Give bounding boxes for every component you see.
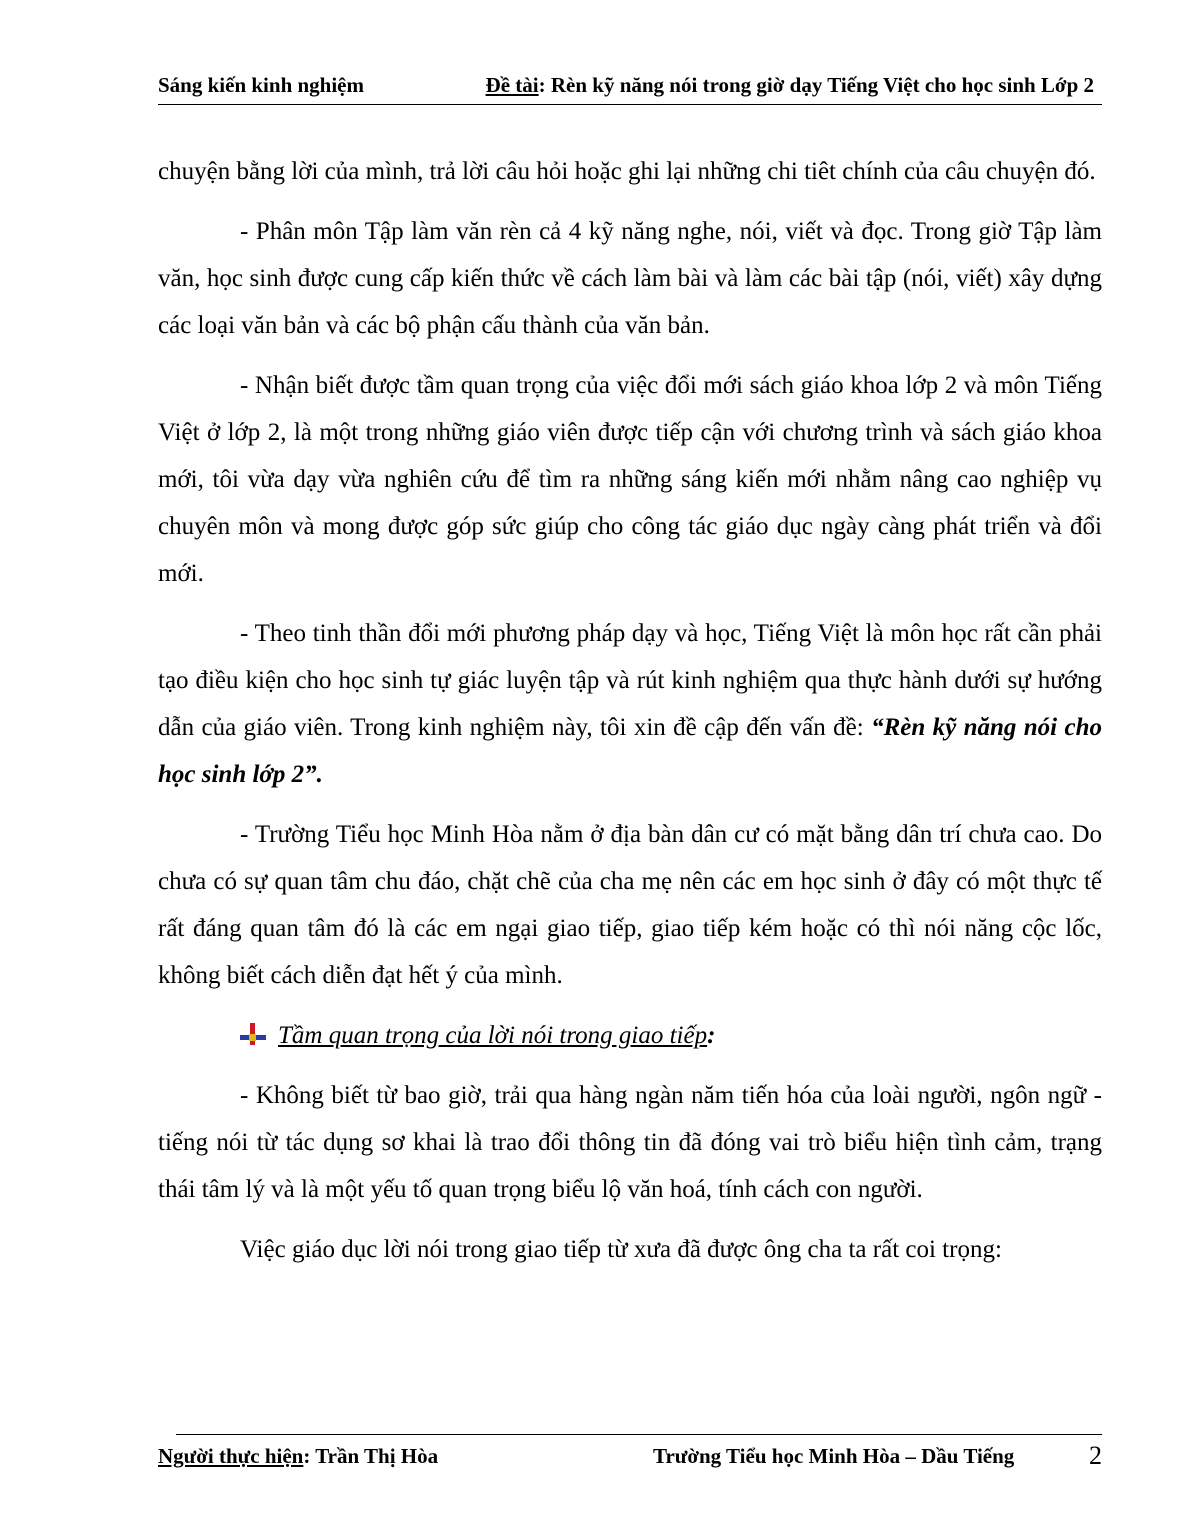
page-footer [158,1441,1102,1484]
section-heading [158,1012,1102,1059]
footer-school: Trường Tiểu học Minh Hòa – Dầu Tiếng [653,1444,1015,1468]
footer-divider [176,1434,1102,1435]
paragraph-continuation: chuyện bằng lời của mình, trả lời câu hỏi hoặc ghi lại những chi tiêt chính của câu chuyện đó. [158,158,1096,185]
paragraph-ngon-ngu: - Không biết từ bao giờ, trải qua hàng ngàn năm tiến hóa của loài người, ngôn ngữ - tiếng nói từ tác dụng sơ khai là trao đổi thông tin đã đóng vai trò biểu hiện tình cảm, trạng thái tâm lý và là một yếu tố quan trọng biểu lộ văn hoá, tính cách con người. [158,1082,1102,1203]
header-topic [486,73,1094,98]
footer-author-name: : Trần Thị Hòa [303,1444,439,1468]
topic-quote: “Rèn kỹ năng nói cho học sinh lớp 2”. [158,714,1102,788]
page-number: 2 [1089,1441,1102,1470]
page-header [158,70,1102,105]
four-point-star-bullet-icon [240,1023,268,1045]
section-heading-text: Tầm quan trọng của lời nói trong giao tiếp [278,1022,708,1049]
header-topic-text: : Rèn kỹ năng nói trong giờ dạy Tiếng Việt cho học sinh Lớp 2 [538,73,1094,97]
footer-author-label: Người thực hiện [158,1444,304,1468]
paragraph-giao-duc-loi-noi: Việc giáo dục lời nói trong giao tiếp từ xưa đã được ông cha ta rất coi trọng: [240,1236,1002,1263]
paragraph-phuong-phap [158,610,1102,798]
paragraph-phuong-phap-text: - Theo tinh thần đổi mới phương pháp dạy và học, Tiếng Việt là môn học rất cần phải tạo điều kiện cho học sinh tự giác luyện tập và rút kinh nghiệm qua thực hành dưới sự hướng dẫn của giáo viên. Trong kinh nghiệm này, tôi xin đề cập đến vấn đề: [158,620,1102,741]
paragraph-truong-minh-hoa: - Trường Tiểu học Minh Hòa nằm ở địa bàn dân cư có mặt bằng dân trí chưa cao. Do chưa có sự quan tâm chu đáo, chặt chẽ của cha mẹ nên các em học sinh ở đây có một thực tế rất đáng quan tâm đó là các em ngại giao tiếp, giao tiếp kém hoặc có thì nói năng cộc lốc, không biết cách diễn đạt hết ý của mình. [158,821,1102,989]
document-body [158,148,1102,1286]
paragraph-doi-moi-sgk: - Nhận biết được tầm quan trọng của việc đổi mới sách giáo khoa lớp 2 và môn Tiếng Việt ở lớp 2, là một trong những giáo viên được tiếp cận với chương trình và sách giáo khoa mới, tôi vừa dạy vừa nghiên cứu để tìm ra những sáng kiến mới nhằm nâng cao nghiệp vụ chuyên môn và mong được góp sức giúp cho công tác giáo dục ngày càng phát triển và đổi mới. [158,372,1102,587]
footer-author [158,1444,438,1469]
header-topic-label: Đề tài [485,73,539,97]
paragraph-tap-lam-van: - Phân môn Tập làm văn rèn cả 4 kỹ năng nghe, nói, viết và đọc. Trong giờ Tập làm văn, học sinh được cung cấp kiến thức về cách làm bài và làm các bài tập (nói, viết) xây dựng các loại văn bản và các bộ phận cấu thành của văn bản. [158,218,1102,339]
header-doc-type: Sáng kiến kinh nghiệm [158,73,365,97]
section-heading-colon: : [707,1022,716,1049]
